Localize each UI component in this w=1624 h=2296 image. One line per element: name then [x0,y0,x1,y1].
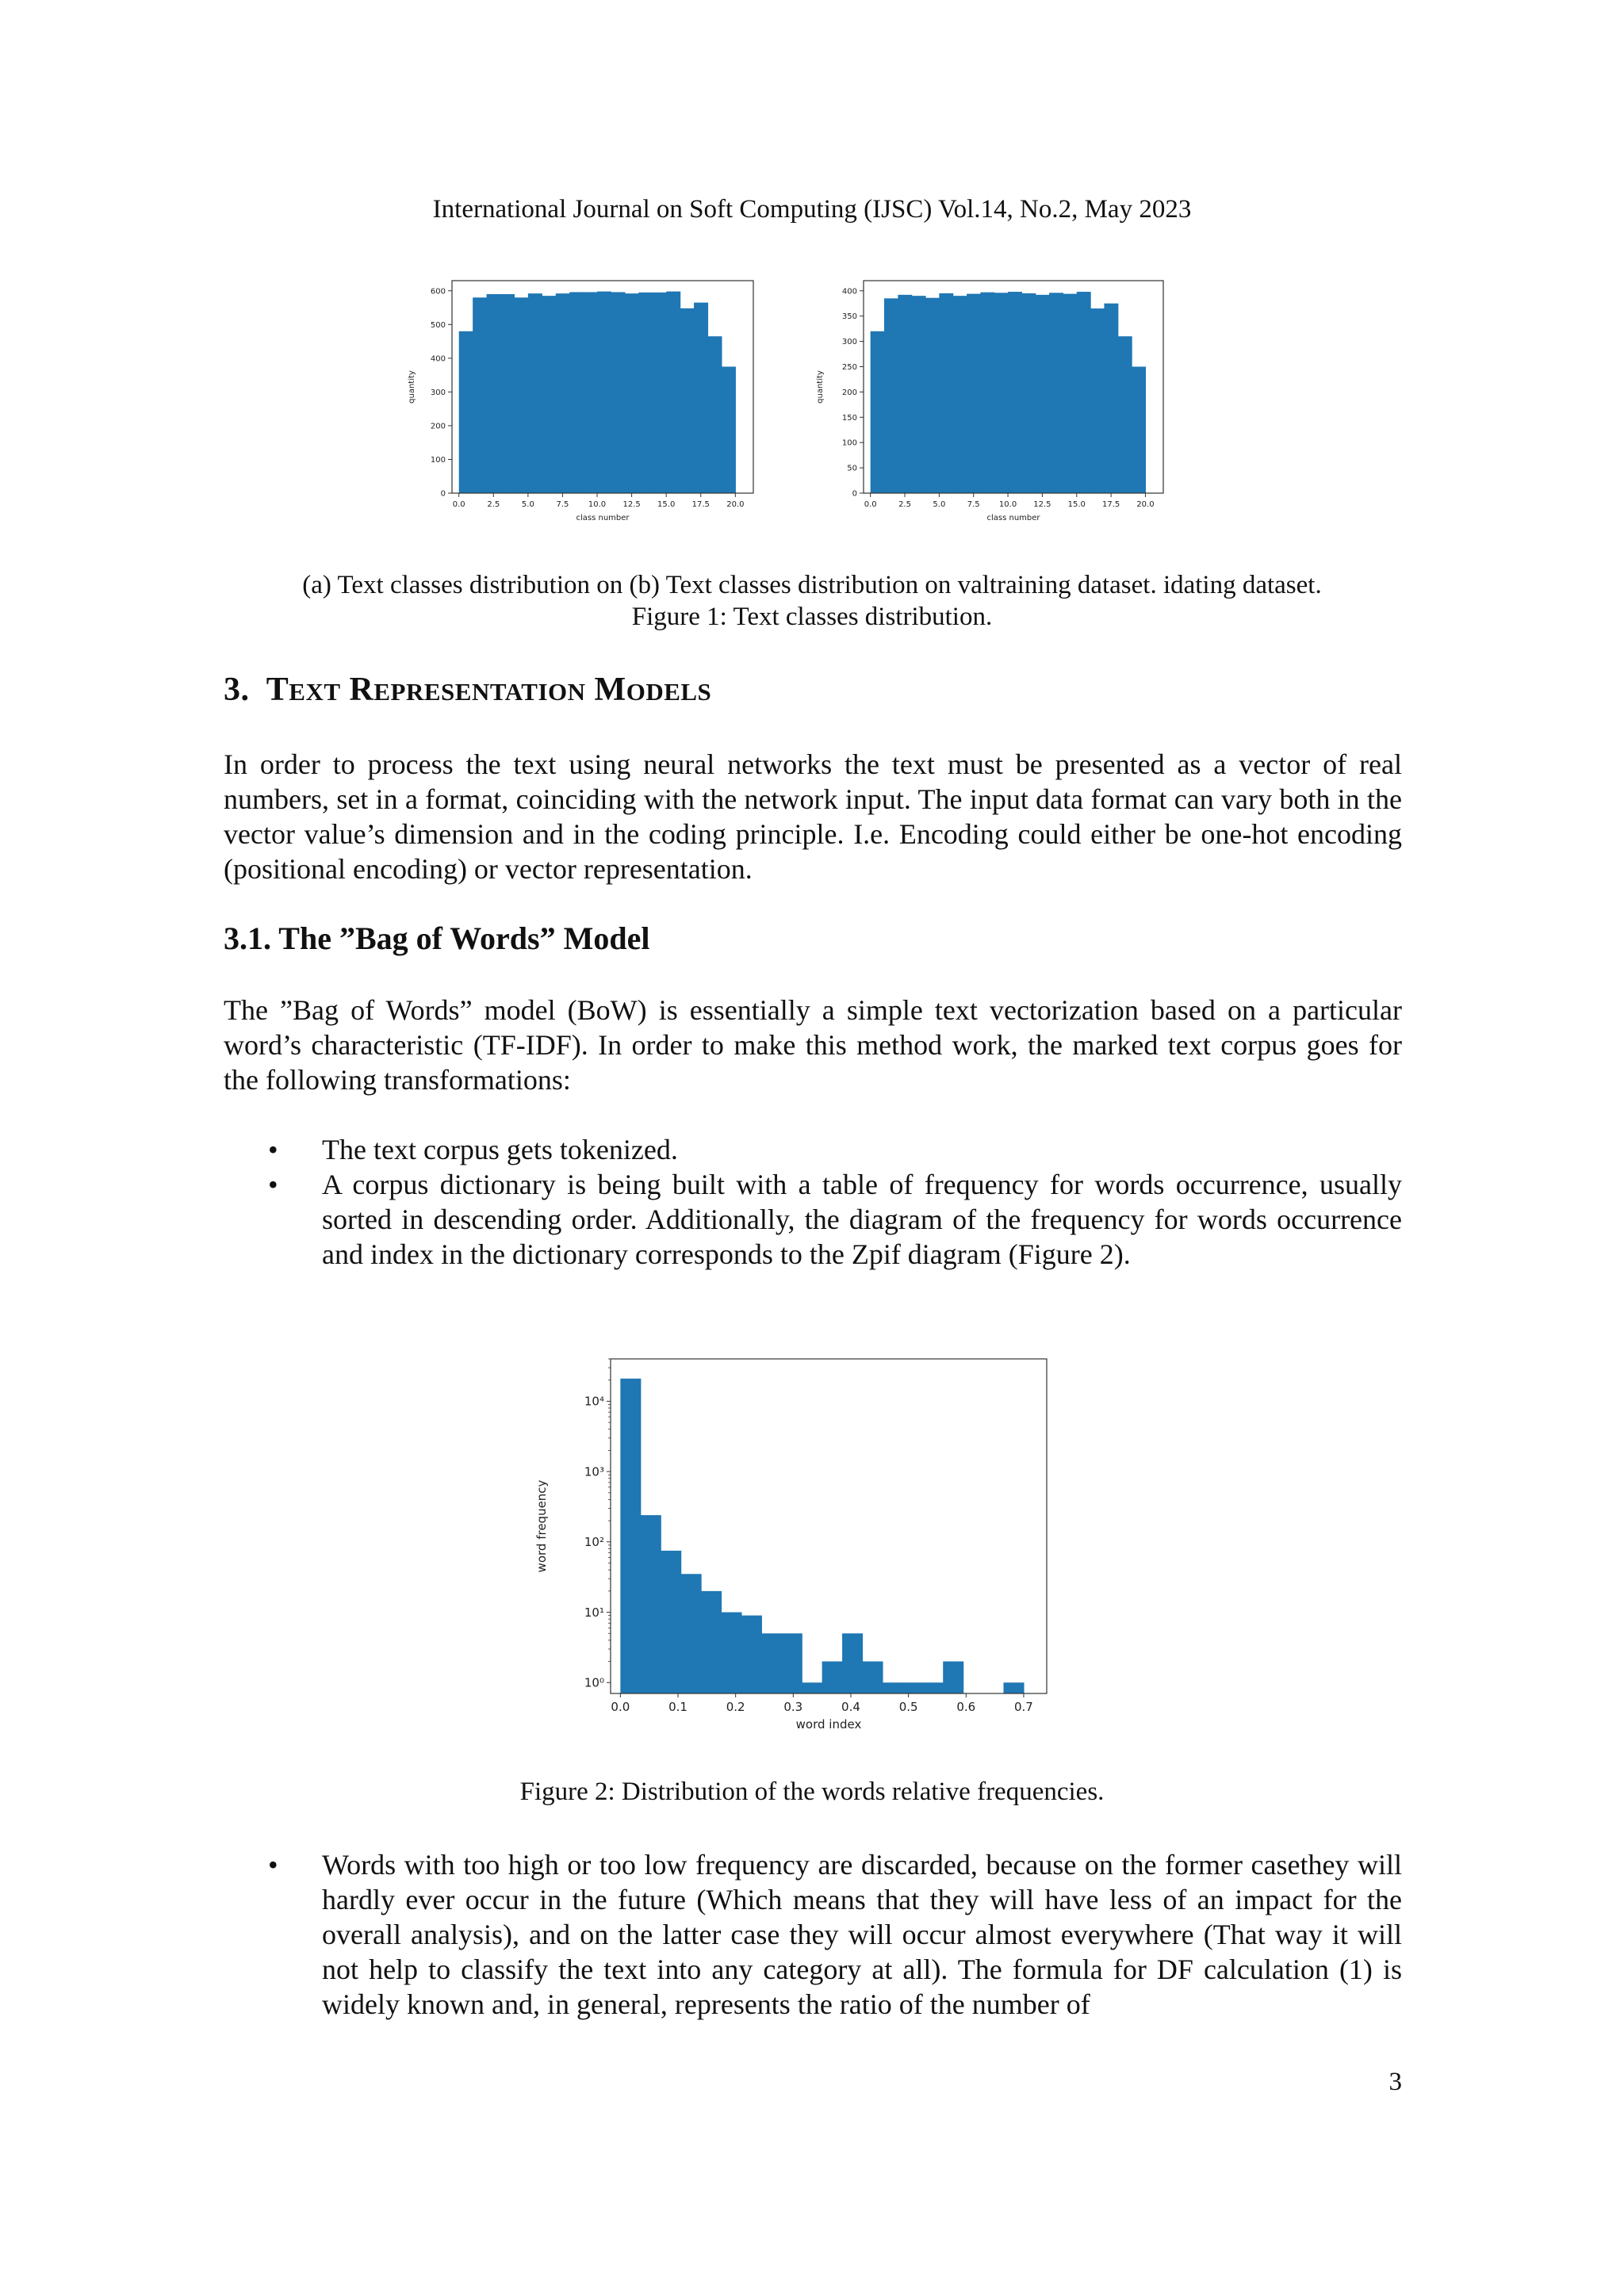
histogram-bar [1021,293,1036,493]
section-title-part: EXT [289,678,341,706]
y-tick-label: 10¹ [584,1605,604,1620]
bullet-marker: • [268,1169,278,1200]
y-tick-label: 100 [430,455,446,465]
x-tick-label: 5.0 [521,500,534,509]
x-tick-label: 0.3 [783,1700,803,1714]
histogram-bar [902,1682,923,1693]
x-tick-label: 7.5 [556,500,569,509]
histogram-bar [1104,304,1118,493]
x-tick-label: 0.2 [726,1700,745,1714]
histogram-bar [1004,1682,1025,1693]
histogram-bar [884,298,898,493]
histogram-bar [1008,292,1022,493]
x-tick-label: 0.0 [611,1700,630,1714]
x-tick-label: 15.0 [1067,500,1086,509]
x-tick-label: 20.0 [726,500,745,509]
bullet-text: Words with too high or too low frequency are discarded, because on the former casethey will hardly ever occur in the future (Which means that they will have less of an impact for the overall analysis), and on the latter case they will occur almost everywhere (That way it will not help to classify the text into any category at all). The formula for DF calculation (1) is widely known and, in general, represents the ratio of the number of [322,1849,1402,2020]
figure2-caption: Figure 2: Distribution of the words relative frequencies. [519,1777,1105,1806]
x-tick-label: 10.0 [998,500,1017,509]
x-tick-label: 20.0 [1136,500,1155,509]
histogram-bar [1077,292,1091,493]
x-tick-label: 15.0 [657,500,676,509]
histogram-bar [500,294,515,493]
journal-header: International Journal on Soft Computing (IJSC) Vol.14, No.2, May 2023 [432,195,1192,224]
histogram-bar [953,296,967,493]
x-tick-label: 10.0 [588,500,607,509]
histogram-bar [584,292,598,493]
histogram-bar [980,293,994,493]
histogram-bar [923,1682,944,1693]
y-tick-label: 400 [430,354,446,364]
x-tick-label: 0.4 [841,1700,860,1714]
bullet-text: The text corpus gets tokenized. [322,1134,678,1165]
histogram-bar [707,336,722,493]
section-title-part: T [266,672,289,708]
x-tick-label: 5.0 [933,500,946,509]
histogram-bar [1132,366,1146,493]
histogram-bar [694,303,708,493]
figure1-subcaption: (a) Text classes distribution on (b) Text classes distribution on valtraining dataset. idating dataset. [302,571,1322,599]
histogram-bar [680,308,695,493]
histogram-bar [912,296,926,493]
histogram-bar [487,294,501,493]
section-title-part: ODELS [626,678,712,706]
histogram-bar [653,293,667,493]
section-3-paragraph: In order to process the text using neural networks the text must be presented as a vector of real numbers, set in a format, coinciding with the network input. The input data format can vary both in the vector value’s dimension and in the coding principle. I.e. Encoding could either be one-hot encoding (positional encoding) or vector representation. [224,748,1402,885]
bullet-marker: • [268,1849,278,1881]
histogram-bar [863,1662,883,1693]
histogram-bar [569,292,584,493]
x-tick-label: 0.0 [864,500,877,509]
histogram-bar [1036,295,1050,493]
x-tick-label: 0.5 [898,1700,918,1714]
histogram-bar [883,1682,903,1693]
y-tick-label: 0 [440,489,446,499]
histogram-bar [842,1633,863,1693]
bullet-text: A corpus dictionary is being built with a table of frequency for words occurrence, usually sorted in descending order. Additionally, the diagram of the frequency for words occurrence and index in the dictionary corresponds to the Zpif diagram (Figure 2). [322,1169,1402,1270]
y-tick-label: 350 [841,312,857,322]
y-tick-label: 10⁰ [584,1675,604,1690]
x-tick-label: 17.5 [691,500,710,509]
y-tick-label: 50 [847,464,857,473]
histogram-bar [661,1551,681,1693]
histogram-bar [701,1591,722,1693]
histogram-bar [871,331,885,493]
figure1-caption: Figure 1: Text classes distribution. [631,603,993,631]
histogram-bar [625,293,639,493]
x-axis-label: word index [795,1717,862,1732]
histogram-bar [597,292,611,493]
section-3-1-paragraph: The ”Bag of Words” model (BoW) is essentially a simple text vectorization based on a particular word’s characteristic (TF-IDF). In order to make this method work, the marked text corpus goes for the following transformations: [224,994,1402,1096]
section-3-1-heading: 3.1. The ”Bag of Words” Model [224,920,650,956]
histogram-bar [939,293,953,493]
y-tick-label: 10² [584,1535,604,1550]
histogram-bar [620,1379,641,1693]
y-tick-label: 250 [841,362,857,372]
figure2-chart-word-frequency [531,1348,1055,1744]
y-tick-label: 10⁴ [584,1394,604,1409]
section-3-heading [224,671,711,709]
histogram-bar [761,1633,782,1693]
histogram-bar [611,292,625,493]
y-tick-label: 300 [430,388,446,397]
histogram-bar [514,297,528,493]
figure1-chart-training [404,270,769,531]
x-tick-label: 2.5 [487,500,500,509]
page-number: 3 [1388,2068,1402,2096]
histogram-bar [898,295,912,493]
x-tick-label: 2.5 [898,500,911,509]
histogram-bar [1063,294,1077,493]
x-tick-label: 0.7 [1014,1700,1033,1714]
section-title-part: EPRESENTATION [373,678,586,706]
y-tick-label: 10³ [584,1464,604,1479]
y-axis-label: word frequency [534,1479,549,1573]
x-tick-label: 7.5 [967,500,980,509]
histogram-bar [782,1633,802,1693]
y-axis-label: quantity [408,370,416,404]
histogram-bar [943,1662,963,1693]
histogram-bar [802,1682,822,1693]
x-axis-label: class number [576,514,630,522]
y-tick-label: 100 [841,438,857,448]
histogram-bar [925,298,940,493]
x-axis-label: class number [986,514,1040,522]
histogram-bar [721,1613,741,1693]
x-tick-label: 12.5 [1033,500,1051,509]
x-tick-label: 0.0 [452,500,465,509]
section-number: 3. [224,672,250,708]
histogram-bar [1090,308,1105,493]
y-tick-label: 200 [430,422,446,431]
y-tick-label: 500 [430,320,446,330]
histogram-bar [1118,336,1132,493]
histogram-bar [967,294,981,493]
histogram-bar [473,297,487,493]
histogram-bar [666,292,680,493]
y-axis-label: quantity [816,370,825,404]
histogram-bar [722,366,736,493]
section-title-part: M [585,672,626,708]
figure1-chart-validating [813,270,1178,531]
histogram-bar [994,293,1009,493]
section-title-part: R [340,672,374,708]
y-tick-label: 600 [430,287,446,297]
y-tick-label: 0 [852,489,857,499]
histogram-bar [459,331,473,493]
x-tick-label: 0.1 [668,1700,688,1714]
bullet-marker: • [268,1134,278,1165]
x-tick-label: 17.5 [1101,500,1120,509]
histogram-bar [641,1515,661,1693]
histogram-bar [681,1574,702,1693]
histogram-bar [556,293,570,493]
x-tick-label: 0.6 [956,1700,976,1714]
x-tick-label: 12.5 [622,500,641,509]
histogram-bar [638,293,653,493]
histogram-bar [542,296,556,493]
y-tick-label: 150 [841,413,857,423]
y-tick-label: 400 [841,287,857,297]
histogram-bar [1049,293,1063,493]
y-tick-label: 200 [841,388,857,397]
histogram-bar [528,293,542,493]
histogram-bar [741,1616,762,1693]
histogram-bar [822,1662,843,1693]
y-tick-label: 300 [841,338,857,347]
